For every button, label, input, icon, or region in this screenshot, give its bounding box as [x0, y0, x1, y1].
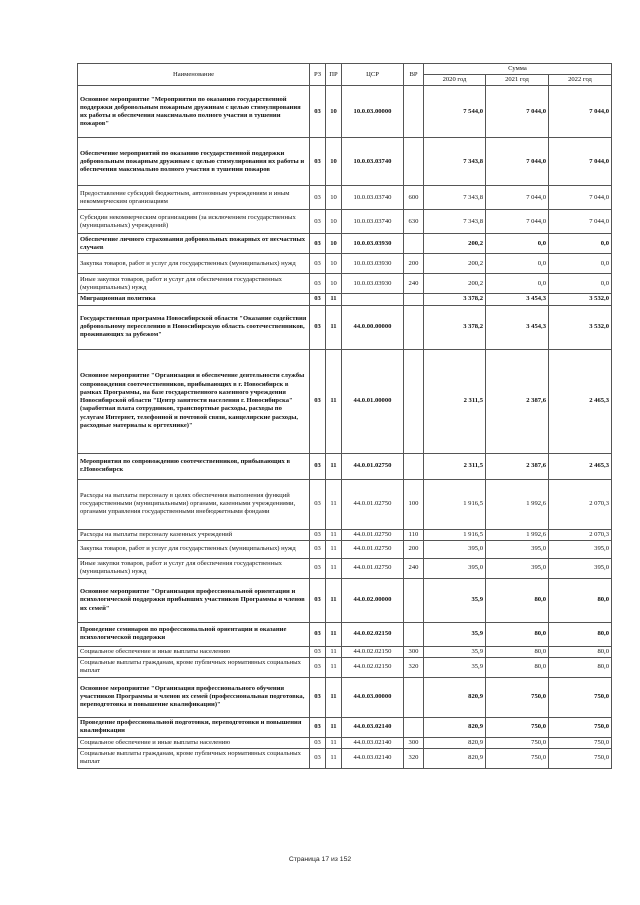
row-value-2022: 750,0 [549, 737, 612, 748]
row-value-2022: 2 465,3 [549, 453, 612, 479]
table-row [78, 234, 612, 254]
row-vr: 110 [404, 529, 424, 540]
row-name: Социальные выплаты гражданам, кроме публичных нормативных социальных выплат [78, 748, 310, 768]
row-name: Иные закупки товаров, работ и услуг для обеспечения государственных (муниципальных) нужд [78, 558, 310, 578]
row-value-2021: 3 454,3 [486, 294, 549, 305]
row-csr [342, 294, 404, 305]
row-value-2020: 200,2 [424, 274, 486, 294]
row-pr: 10 [326, 86, 342, 138]
row-name: Обеспечение мероприятий по оказанию государственной поддержки добровольным пожарным дружинам с целью стимулирования их работы и обеспечения максимально полного участия в тушении пожаров [78, 138, 310, 186]
row-value-2020: 35,9 [424, 658, 486, 677]
row-value-2021: 7 044,0 [486, 186, 549, 210]
row-vr: 240 [404, 274, 424, 294]
row-rz: 03 [310, 658, 326, 677]
row-value-2020: 7 544,0 [424, 86, 486, 138]
row-name: Основное мероприятие "Организация профессиональной ориентации и психологической поддержки прибывших участников Программы и членов их семей" [78, 578, 310, 622]
row-csr: 44.0.01.02750 [342, 529, 404, 540]
table-row [78, 658, 612, 677]
row-value-2021: 80,0 [486, 646, 549, 657]
row-vr: 300 [404, 737, 424, 748]
row-value-2022: 7 044,0 [549, 210, 612, 234]
row-value-2021: 0,0 [486, 254, 549, 274]
row-value-2022: 750,0 [549, 717, 612, 737]
row-name: Иные закупки товаров, работ и услуг для обеспечения государственных (муниципальных) нужд [78, 274, 310, 294]
row-csr: 44.0.03.00000 [342, 677, 404, 717]
row-value-2021: 750,0 [486, 748, 549, 768]
table-row [78, 558, 612, 578]
row-csr: 44.0.02.02150 [342, 622, 404, 646]
table-row [78, 186, 612, 210]
row-vr [404, 453, 424, 479]
row-value-2020: 820,9 [424, 748, 486, 768]
row-name: Предоставление субсидий бюджетным, автономным учреждениям и иным некоммерческим организациям [78, 186, 310, 210]
row-value-2021: 1 992,6 [486, 529, 549, 540]
table-row [78, 294, 612, 305]
row-value-2021: 7 044,0 [486, 86, 549, 138]
row-pr: 11 [326, 540, 342, 558]
row-value-2020: 2 311,5 [424, 453, 486, 479]
table-row [78, 210, 612, 234]
row-vr [404, 578, 424, 622]
table-row [78, 138, 612, 186]
row-pr: 11 [326, 479, 342, 529]
row-csr: 10.0.03.03740 [342, 210, 404, 234]
row-value-2020: 1 916,5 [424, 479, 486, 529]
row-rz: 03 [310, 186, 326, 210]
row-csr: 10.0.03.03740 [342, 138, 404, 186]
row-vr [404, 717, 424, 737]
table-row [78, 349, 612, 453]
row-rz: 03 [310, 529, 326, 540]
row-vr: 200 [404, 540, 424, 558]
row-value-2020: 3 378,2 [424, 305, 486, 349]
row-vr [404, 349, 424, 453]
row-name: Расходы на выплаты персоналу в целях обеспечения выполнения функций государственными (муниципальными) органами, казенными учреждениями, органами управления государственными внебюджетными фондами [78, 479, 310, 529]
row-csr: 44.0.01.02750 [342, 453, 404, 479]
header-year-2020: 2020 год [424, 75, 486, 86]
row-name: Социальное обеспечение и иные выплаты населению [78, 646, 310, 657]
row-csr: 10.0.03.03930 [342, 234, 404, 254]
row-csr: 10.0.03.03930 [342, 254, 404, 274]
table-body [78, 86, 612, 768]
row-value-2020: 2 311,5 [424, 349, 486, 453]
row-value-2022: 80,0 [549, 622, 612, 646]
row-csr: 10.0.03.00000 [342, 86, 404, 138]
header-year-2022: 2022 год [549, 75, 612, 86]
row-value-2020: 820,9 [424, 737, 486, 748]
row-rz: 03 [310, 349, 326, 453]
row-value-2021: 2 387,6 [486, 349, 549, 453]
row-pr: 10 [326, 210, 342, 234]
row-vr: 320 [404, 748, 424, 768]
row-rz: 03 [310, 646, 326, 657]
table-row [78, 677, 612, 717]
row-value-2021: 7 044,0 [486, 210, 549, 234]
row-csr: 44.0.02.00000 [342, 578, 404, 622]
budget-table [77, 63, 612, 769]
row-name: Субсидии некоммерческим организациям (за исключением государственных (муниципальных) учреждений) [78, 210, 310, 234]
row-csr: 44.0.02.02150 [342, 658, 404, 677]
row-rz: 03 [310, 234, 326, 254]
row-csr: 44.0.01.02750 [342, 540, 404, 558]
row-value-2020: 35,9 [424, 578, 486, 622]
row-rz: 03 [310, 138, 326, 186]
row-value-2020: 820,9 [424, 677, 486, 717]
row-csr: 44.0.03.02140 [342, 717, 404, 737]
row-vr [404, 294, 424, 305]
table-header [78, 64, 612, 86]
row-rz: 03 [310, 717, 326, 737]
row-rz: 03 [310, 748, 326, 768]
table-row [78, 529, 612, 540]
row-rz: 03 [310, 540, 326, 558]
header-sum: Сумма [424, 64, 612, 75]
row-pr: 11 [326, 349, 342, 453]
row-name: Закупка товаров, работ и услуг для государственных (муниципальных) нужд [78, 254, 310, 274]
row-csr: 44.0.01.02750 [342, 479, 404, 529]
row-value-2021: 2 387,6 [486, 453, 549, 479]
row-pr: 10 [326, 254, 342, 274]
row-value-2022: 80,0 [549, 646, 612, 657]
row-value-2022: 7 044,0 [549, 86, 612, 138]
row-name: Миграционная политика [78, 294, 310, 305]
table-row [78, 717, 612, 737]
header-vr: ВР [404, 64, 424, 86]
row-vr: 600 [404, 186, 424, 210]
row-vr [404, 138, 424, 186]
row-vr: 240 [404, 558, 424, 578]
row-pr: 11 [326, 622, 342, 646]
row-value-2021: 80,0 [486, 578, 549, 622]
row-value-2022: 7 044,0 [549, 186, 612, 210]
page-number: Страница 17 из 152 [288, 856, 352, 863]
row-pr: 10 [326, 274, 342, 294]
row-value-2022: 2 465,3 [549, 349, 612, 453]
row-name: Расходы на выплаты персоналу казенных учреждений [78, 529, 310, 540]
table-row [78, 86, 612, 138]
row-value-2020: 35,9 [424, 646, 486, 657]
row-value-2022: 3 532,0 [549, 294, 612, 305]
table-row [78, 737, 612, 748]
row-value-2021: 3 454,3 [486, 305, 549, 349]
row-csr: 44.0.03.02140 [342, 737, 404, 748]
row-vr [404, 622, 424, 646]
row-pr: 11 [326, 294, 342, 305]
row-rz: 03 [310, 479, 326, 529]
row-value-2022: 750,0 [549, 677, 612, 717]
header-pr: ПР [326, 64, 342, 86]
row-rz: 03 [310, 453, 326, 479]
row-name: Основное мероприятие "Организация профессионального обучения участников Программы и членов их семей (профессиональная подготовка, переподготовка и повышение квалификации)" [78, 677, 310, 717]
row-name: Проведение семинаров по профессиональной ориентации и оказание психологической поддержки [78, 622, 310, 646]
row-vr: 630 [404, 210, 424, 234]
table-row [78, 453, 612, 479]
row-value-2020: 7 343,8 [424, 186, 486, 210]
row-value-2020: 7 343,8 [424, 210, 486, 234]
table-row [78, 254, 612, 274]
row-value-2021: 750,0 [486, 677, 549, 717]
row-rz: 03 [310, 274, 326, 294]
row-pr: 11 [326, 453, 342, 479]
table-row [78, 540, 612, 558]
row-pr: 11 [326, 578, 342, 622]
header-name: Наименование [78, 64, 310, 86]
row-value-2022: 80,0 [549, 578, 612, 622]
row-csr: 44.0.01.02750 [342, 558, 404, 578]
row-value-2021: 80,0 [486, 622, 549, 646]
row-rz: 03 [310, 86, 326, 138]
row-name: Обеспечение личного страхования добровольных пожарных от несчастных случаев [78, 234, 310, 254]
row-csr: 10.0.03.03740 [342, 186, 404, 210]
row-value-2020: 395,0 [424, 540, 486, 558]
row-rz: 03 [310, 677, 326, 717]
row-value-2020: 7 343,8 [424, 138, 486, 186]
row-name: Мероприятия по сопровождению соотечественников, прибывающих в г.Новосибирск [78, 453, 310, 479]
table-row [78, 305, 612, 349]
row-value-2022: 0,0 [549, 274, 612, 294]
row-rz: 03 [310, 578, 326, 622]
row-pr: 11 [326, 748, 342, 768]
header-csr: ЦСР [342, 64, 404, 86]
row-value-2021: 0,0 [486, 274, 549, 294]
row-value-2022: 395,0 [549, 558, 612, 578]
row-rz: 03 [310, 737, 326, 748]
row-rz: 03 [310, 254, 326, 274]
row-csr: 44.0.02.02150 [342, 646, 404, 657]
row-value-2021: 7 044,0 [486, 138, 549, 186]
table-row [78, 748, 612, 768]
row-csr: 10.0.03.03930 [342, 274, 404, 294]
row-rz: 03 [310, 622, 326, 646]
header-year-2021: 2021 год [486, 75, 549, 86]
row-vr: 100 [404, 479, 424, 529]
row-pr: 11 [326, 558, 342, 578]
row-value-2021: 80,0 [486, 658, 549, 677]
row-vr [404, 677, 424, 717]
row-value-2021: 750,0 [486, 737, 549, 748]
row-value-2022: 395,0 [549, 540, 612, 558]
row-pr: 10 [326, 186, 342, 210]
row-name: Социальное обеспечение и иные выплаты населению [78, 737, 310, 748]
row-pr: 11 [326, 737, 342, 748]
row-pr: 11 [326, 658, 342, 677]
row-value-2022: 7 044,0 [549, 138, 612, 186]
table-row [78, 479, 612, 529]
row-value-2020: 3 378,2 [424, 294, 486, 305]
row-vr [404, 234, 424, 254]
row-csr: 44.0.03.02140 [342, 748, 404, 768]
table-row [78, 274, 612, 294]
row-value-2021: 395,0 [486, 558, 549, 578]
row-pr: 11 [326, 529, 342, 540]
table-row [78, 578, 612, 622]
row-name: Закупка товаров, работ и услуг для государственных (муниципальных) нужд [78, 540, 310, 558]
row-value-2022: 0,0 [549, 254, 612, 274]
row-name: Проведение профессиональной подготовки, переподготовки и повышения квалификации [78, 717, 310, 737]
row-rz: 03 [310, 210, 326, 234]
row-vr: 320 [404, 658, 424, 677]
row-pr: 11 [326, 717, 342, 737]
row-value-2021: 750,0 [486, 717, 549, 737]
row-rz: 03 [310, 558, 326, 578]
row-value-2022: 80,0 [549, 658, 612, 677]
row-name: Социальные выплаты гражданам, кроме публичных нормативных социальных выплат [78, 658, 310, 677]
row-pr: 11 [326, 677, 342, 717]
row-csr: 44.0.01.00000 [342, 349, 404, 453]
row-value-2020: 395,0 [424, 558, 486, 578]
row-vr [404, 86, 424, 138]
row-value-2021: 0,0 [486, 234, 549, 254]
row-value-2020: 200,2 [424, 234, 486, 254]
row-value-2020: 820,9 [424, 717, 486, 737]
row-value-2022: 0,0 [549, 234, 612, 254]
row-pr: 11 [326, 305, 342, 349]
row-value-2021: 1 992,6 [486, 479, 549, 529]
row-rz: 03 [310, 294, 326, 305]
row-vr: 300 [404, 646, 424, 657]
row-pr: 11 [326, 646, 342, 657]
row-pr: 10 [326, 234, 342, 254]
row-vr [404, 305, 424, 349]
row-value-2022: 750,0 [549, 748, 612, 768]
row-rz: 03 [310, 305, 326, 349]
table-row [78, 646, 612, 657]
row-name: Основное мероприятие "Организация и обеспечение деятельности службы сопровождения соотечественников, прибывающих в г. Новосибирск в рамках Программы, на базе государственного казенного учреждения Новосибирской области "Центр занятости населения г. Новосибирска" (заработная плата сотрудников, транспортные расходы, расходы по услугам Интернет, телефонной и почтовой связи, канцелярские расходы, расходные материалы к оргтехнике)" [78, 349, 310, 453]
row-name: Основное мероприятие "Мероприятия по оказанию государственной поддержки добровольным пожарным дружинам с целью стимулирования их работы и обеспечения максимально полного участия в тушении пожаров" [78, 86, 310, 138]
row-value-2020: 1 916,5 [424, 529, 486, 540]
row-value-2022: 3 532,0 [549, 305, 612, 349]
header-rz: РЗ [310, 64, 326, 86]
row-value-2020: 200,2 [424, 254, 486, 274]
row-value-2022: 2 070,3 [549, 479, 612, 529]
row-value-2021: 395,0 [486, 540, 549, 558]
table-row [78, 622, 612, 646]
row-value-2020: 35,9 [424, 622, 486, 646]
row-name: Государственная программа Новосибирской области "Оказание содействия добровольному переселению в Новосибирскую область соотечественников, проживающих за рубежом" [78, 305, 310, 349]
row-vr: 200 [404, 254, 424, 274]
row-pr: 10 [326, 138, 342, 186]
row-csr: 44.0.00.00000 [342, 305, 404, 349]
row-value-2022: 2 070,3 [549, 529, 612, 540]
